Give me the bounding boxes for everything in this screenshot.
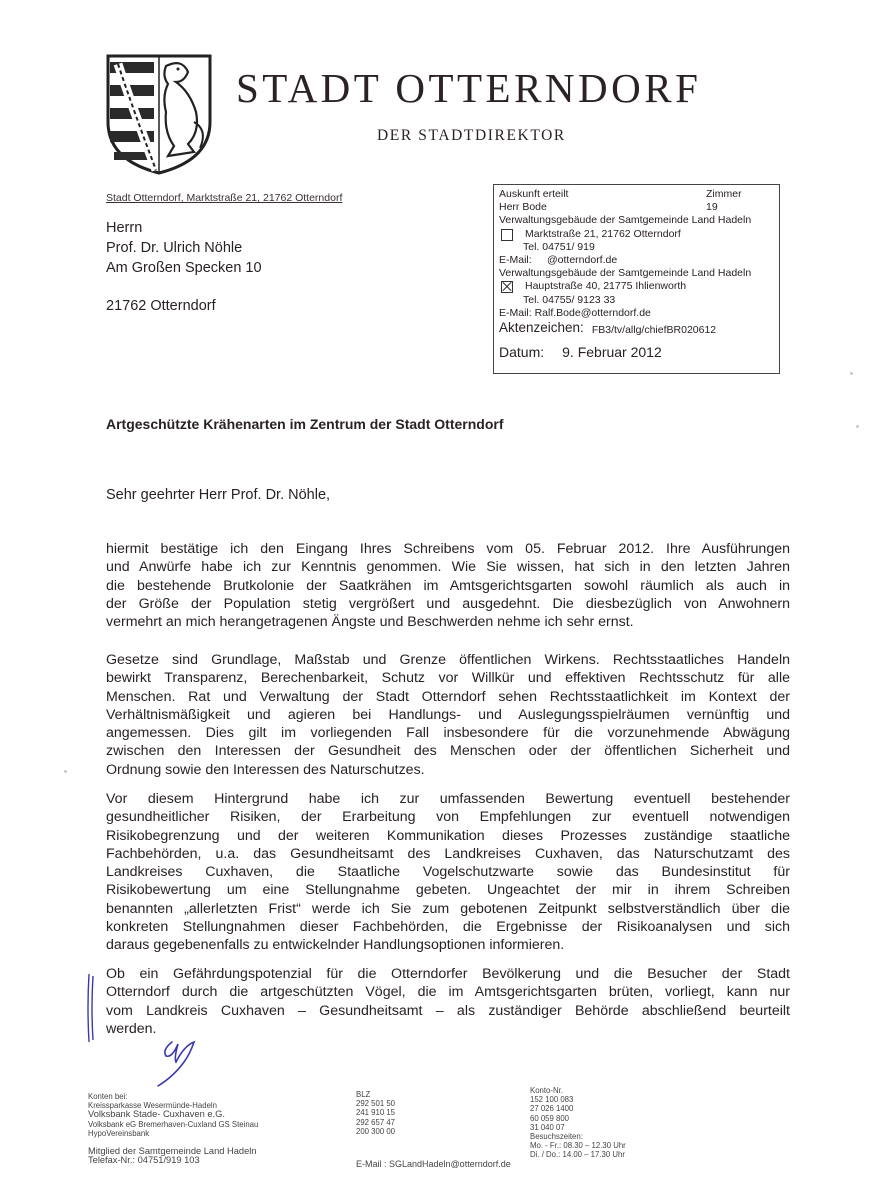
scan-speck [850, 372, 853, 375]
konto-label: Konto-Nr. [530, 1086, 563, 1095]
hours-label: Besuchszeiten: [530, 1132, 583, 1142]
hours-tue-thu: Di. / Do.: 14.00 – 17.30 Uhr [530, 1150, 625, 1160]
banks-label: Konten bei: [88, 1092, 128, 1101]
aktenzeichen-label: Aktenzeichen: [499, 320, 584, 336]
paragraph-line: werden. [106, 1020, 157, 1037]
recipient-address [106, 218, 262, 316]
blz-label: BLZ [356, 1090, 371, 1099]
paragraph-line: Landkreises Cuxhaven, die Staatliche Vogelschutzwarte sowie das Bundesinstitut für [106, 864, 790, 881]
bank-name: Kreissparkasse Wesermünde-Hadeln [88, 1101, 217, 1111]
paragraph-line: vom Landkreis Cuxhaven – Gesundheitsamt – als zuständiger Behörde abschließend beurteilt [106, 1002, 790, 1019]
recipient-salutation-line: Herrn [106, 220, 143, 236]
checkbox-checked-icon [501, 281, 513, 293]
paragraph-line: hiermit bestätige ich den Eingang Ihres Schreibens vom 05. Februar 2012. Ihre Ausführungen [106, 541, 790, 557]
paragraph-line: Otterndorf durch die artgeschützten Vögel, die im Amtsgerichtsgarten brüten, vorliegt, kann nur [106, 984, 790, 1001]
checkbox-unchecked-icon [501, 229, 513, 241]
paragraph-line: konkreten Stellungnahmen dieser Fachbehörden, die Ergebnisse der Risikoanalysen und sich [106, 919, 790, 936]
paragraph-line: Gesetze sind Grundlage, Maßstab und Grenze öffentlichen Wirkens. Rechtsstaatliches Handeln [106, 652, 790, 668]
footer-konto [530, 1086, 626, 1160]
recipient-street: Am Großen Specken 10 [106, 260, 262, 276]
tel1: Tel. 04751/ 919 [523, 240, 595, 253]
handwritten-double-line-icon [86, 972, 96, 1044]
blz-value: 200 300 00 [356, 1126, 396, 1136]
scan-speck [856, 425, 859, 428]
blz-value: 292 501 50 [356, 1099, 396, 1109]
bank-name: Volksbank eG Bremerhaven-Cuxland GS Steinau [88, 1119, 259, 1129]
scan-speck [64, 770, 67, 773]
bank-name: HypoVereinsbank [88, 1128, 150, 1138]
paragraph-line: Menschen. Rat und Verwaltung der Stadt Otterndorf sehen Rechtsstaatlichkeit im Kontext der [106, 688, 790, 705]
email1-label: E-Mail: [499, 254, 532, 267]
paragraph-line: Vor diesem Hintergrund habe ich zur umfassenden Bewertung eventuell bestehender [106, 791, 790, 807]
paragraph-line: gesundheitlicher Risiken, der Erarbeitung von Empfehlungen zur eventuell notwendigen [106, 809, 790, 826]
email2: E-Mail: Ralf.Bode@otterndorf.de [499, 306, 651, 319]
paragraph-line: bewirkt Transparenz, Berechenbarkeit, Schutz vor Willkür und effektiven Rechtsschutz für alle [106, 670, 790, 687]
paragraph-line: Ob ein Gefährdungspotenzial für die Otterndorfer Bevölkerung und die Besucher der Stadt [106, 966, 790, 982]
building2: Verwaltungsgebäude der Samtgemeinde Land Hadeln [499, 267, 752, 280]
hours-weekday: Mo. - Fr.: 08.30 – 12.30 Uhr [530, 1141, 626, 1151]
building1: Verwaltungsgebäude der Samtgemeinde Land Hadeln [499, 214, 752, 227]
email1-value: @otterndorf.de [547, 254, 618, 267]
letter-subject: Artgeschützte Krähenarten im Zentrum der Stadt Otterndorf [106, 416, 504, 432]
footer-blz [356, 1090, 511, 1170]
datum-value: 9. Februar 2012 [562, 344, 662, 361]
letter-salutation: Sehr geehrter Herr Prof. Dr. Nöhle, [106, 487, 331, 503]
zimmer-label: Zimmer [706, 188, 742, 200]
footer-email: E-Mail : SGLandHadeln@otterndorf.de [356, 1159, 511, 1170]
bank-name: Volksbank Stade- Cuxhaven e.G. [88, 1109, 225, 1120]
paragraph-2 [106, 651, 790, 779]
recipient-name: Prof. Dr. Ulrich Nöhle [106, 240, 243, 256]
auskunft-label: Auskunft erteilt [499, 188, 569, 200]
handwritten-initials-icon [154, 1036, 204, 1088]
konto-value: 152 100 083 [530, 1095, 574, 1105]
fax-number: Telefax-Nr.: 04751/919 103 [88, 1155, 200, 1166]
paragraph-4 [106, 965, 790, 1038]
paragraph-line: Risikobewertung um eine Stellungnahme gebeten. Ungeachtet der mir in ihrem Schreiben [106, 882, 790, 899]
contact-name: Herr Bode [499, 201, 547, 214]
paragraph-line: benannten „allerletzten Frist“ werde ich Sie zum gebotenen Zeitpunkt selbstverständlich über die [106, 900, 790, 917]
address1: Marktstraße 21, 21762 Otterndorf [525, 227, 681, 240]
paragraph-line: Ordnung sowie den Interessen des Naturschutzes. [106, 761, 425, 778]
footer-banks [88, 1092, 258, 1166]
paragraph-line: zwischen den Interessen der Gesundheit des Menschen oder der öffentlichen Sicherheit und [106, 743, 790, 760]
paragraph-3 [106, 790, 790, 955]
sender-return-address: Stadt Otterndorf, Marktstraße 21, 21762 Otterndorf [106, 192, 343, 204]
paragraph-line: der Größe der Population stetig vergrößert und ausgedehnt. Die diesbezüglich von Anwohnern [106, 595, 790, 612]
paragraph-1 [106, 540, 790, 631]
paragraph-line: vermehrt an mich herangetragenen Ängste und Beschwerden nehme ich sehr ernst. [106, 614, 634, 631]
letterhead-title: STADT OTTERNDORF [236, 65, 702, 111]
paragraph-line: Fachbehörden, u.a. das Gesundheitsamt des Landkreises Cuxhaven, das Naturschutzamt des [106, 845, 790, 862]
paragraph-line: angemessen. Dies gilt im vorliegenden Fall insbesondere für die vorzunehmende Abwägung [106, 725, 790, 742]
tel2: Tel. 04755/ 9123 33 [523, 293, 616, 306]
datum-label: Datum: [499, 344, 545, 361]
konto-value: 27 026 1400 [530, 1104, 574, 1114]
paragraph-line: daraus gegebenenfalls zu entwickelnder Handlungsoptionen informieren. [106, 937, 565, 954]
konto-value: 60 059 800 [530, 1113, 570, 1123]
coat-of-arms-otter-icon [104, 52, 214, 176]
contact-info-box [493, 184, 780, 374]
blz-value: 241 910 15 [356, 1108, 396, 1118]
blz-value: 292 657 47 [356, 1117, 396, 1127]
paragraph-line: Risikobegrenzung und der weiteren Kommunikation dieses Prozesses zuständige staatliche [106, 827, 790, 844]
konto-value: 31 040 07 [530, 1122, 565, 1132]
aktenzeichen-value: FB3/tv/allg/chiefBR020612 [591, 324, 717, 337]
paragraph-line: und Anwürfe habe ich zur Kenntnis genommen. Wie Sie wissen, hat sich in den letzten Jahren [106, 559, 790, 576]
paragraph-line: Verhältnismäßigkeit und agieren bei Handlungs- und Auslegungsspielräumen vernünftig und [106, 706, 790, 723]
address2: Hauptstraße 40, 21775 Ihlienworth [525, 280, 687, 293]
paragraph-line: die bestehende Brutkolonie der Saatkrähen im Amtsgerichtsgarten sowohl räumlich als auch in [106, 577, 790, 594]
member-note: Mitglied der Samtgemeinde Land Hadeln [88, 1146, 257, 1157]
recipient-city: 21762 Otterndorf [106, 298, 216, 314]
letterhead-subtitle: DER STADTDIREKTOR [377, 127, 566, 144]
room-number: 19 [706, 201, 718, 214]
